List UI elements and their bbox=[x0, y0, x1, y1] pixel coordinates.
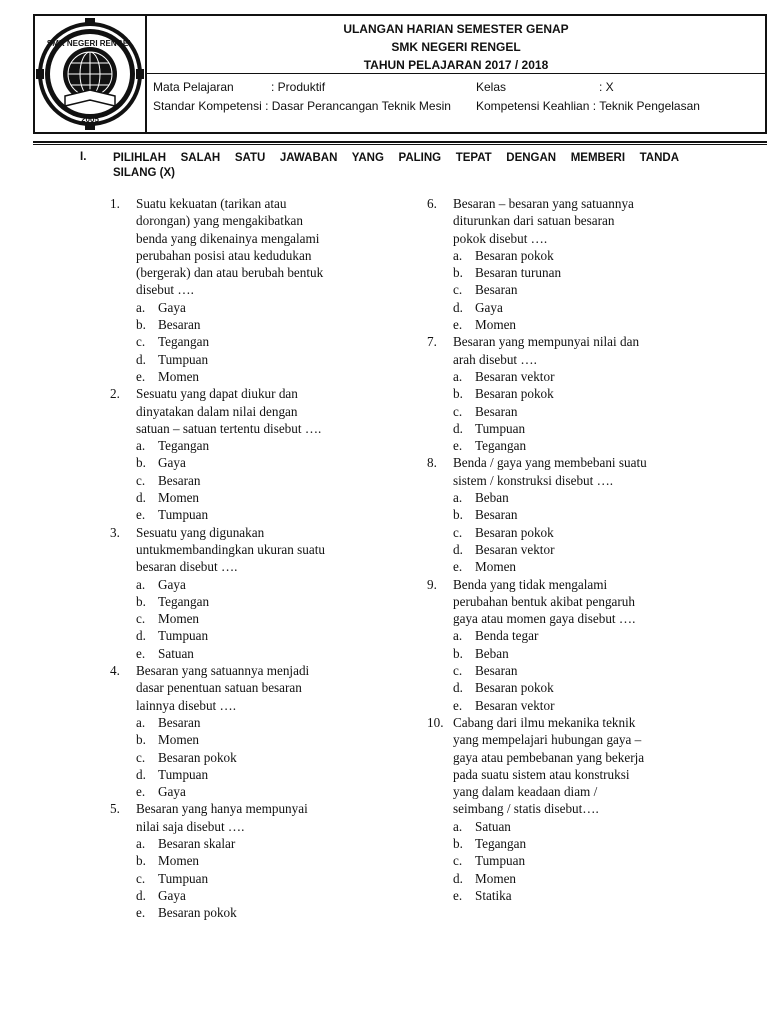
question-text-line: (bergerak) dan atau berubah bentuk bbox=[136, 265, 324, 281]
option-text: Momen bbox=[158, 611, 200, 627]
subject-label: Mata Pelajaran bbox=[153, 80, 234, 94]
answer-option[interactable] bbox=[453, 489, 727, 506]
option-text: Besaran bbox=[475, 403, 518, 419]
option-text: Besaran pokok bbox=[475, 680, 554, 696]
answer-option[interactable] bbox=[453, 385, 727, 402]
question-text bbox=[136, 385, 410, 437]
question-item bbox=[110, 662, 410, 800]
question-text-line: satuan – satuan tertentu disebut …. bbox=[136, 420, 322, 436]
option-letter: e. bbox=[453, 438, 463, 454]
answer-option[interactable] bbox=[136, 576, 410, 593]
option-letter: d. bbox=[136, 351, 146, 367]
question-text-line: Sesuatu yang digunakan bbox=[136, 524, 265, 540]
answer-option[interactable] bbox=[453, 524, 727, 541]
option-letter: c. bbox=[136, 334, 146, 350]
option-text: Momen bbox=[475, 559, 517, 575]
question-number: 3. bbox=[110, 524, 120, 540]
answer-option[interactable] bbox=[136, 454, 410, 471]
option-letter: b. bbox=[453, 507, 463, 523]
question-item bbox=[427, 195, 727, 333]
option-letter: d. bbox=[453, 420, 463, 436]
option-letter: d. bbox=[453, 680, 463, 696]
option-letter: b. bbox=[136, 317, 146, 333]
question-item bbox=[110, 385, 410, 523]
option-text: Besaran turunan bbox=[475, 265, 562, 281]
option-text: Tegangan bbox=[158, 593, 210, 609]
answer-option[interactable] bbox=[136, 904, 410, 921]
question-text-line: Cabang dari ilmu mekanika teknik bbox=[453, 714, 636, 730]
header-divider bbox=[33, 141, 767, 145]
option-letter: a. bbox=[136, 835, 146, 851]
option-letter: d. bbox=[453, 870, 463, 886]
option-text: Besaran bbox=[158, 472, 201, 488]
question-text-line: Besaran yang mempunyai nilai dan bbox=[453, 334, 640, 350]
option-letter: b. bbox=[136, 593, 146, 609]
answer-option[interactable] bbox=[453, 281, 727, 298]
question-text-line: gaya atau pembebanan yang bekerja bbox=[453, 749, 645, 765]
standard-competence: Standar Kompetensi : Dasar Perancangan Teknik Mesin bbox=[153, 99, 451, 113]
option-text: Besaran vektor bbox=[475, 541, 555, 557]
answer-option[interactable] bbox=[453, 662, 727, 679]
option-text: Gaya bbox=[158, 784, 186, 800]
answer-option[interactable] bbox=[136, 316, 410, 333]
option-letter: b. bbox=[453, 265, 463, 281]
option-letter: a. bbox=[453, 490, 463, 506]
answer-option[interactable] bbox=[136, 437, 410, 454]
option-text: Tegangan bbox=[475, 835, 527, 851]
question-text-line: pokok disebut …. bbox=[453, 230, 548, 246]
question-item bbox=[427, 576, 727, 714]
option-text: Tumpuan bbox=[158, 507, 209, 523]
option-letter: d. bbox=[136, 628, 146, 644]
question-item bbox=[427, 333, 727, 454]
question-item bbox=[110, 524, 410, 662]
answer-option[interactable] bbox=[453, 420, 727, 437]
option-text: Tumpuan bbox=[475, 853, 526, 869]
question-text bbox=[136, 800, 410, 835]
option-text: Gaya bbox=[158, 455, 186, 471]
answer-option[interactable] bbox=[453, 818, 727, 835]
answer-option[interactable] bbox=[136, 749, 410, 766]
answer-option[interactable] bbox=[453, 541, 727, 558]
option-text: Satuan bbox=[158, 645, 194, 661]
option-text: Besaran pokok bbox=[475, 524, 554, 540]
answer-option[interactable] bbox=[453, 506, 727, 523]
question-text bbox=[453, 576, 727, 628]
option-text: Besaran bbox=[158, 714, 201, 730]
option-text: Beban bbox=[475, 490, 509, 506]
answer-option[interactable] bbox=[136, 870, 410, 887]
question-text-line: Benda yang tidak mengalami bbox=[453, 576, 608, 592]
option-text: Tumpuan bbox=[158, 870, 209, 886]
option-text: Momen bbox=[158, 853, 200, 869]
option-letter: b. bbox=[136, 732, 146, 748]
option-letter: e. bbox=[136, 645, 146, 661]
option-text: Tumpuan bbox=[475, 420, 526, 436]
option-letter: a. bbox=[136, 299, 146, 315]
option-text: Besaran pokok bbox=[475, 247, 554, 263]
answer-option[interactable] bbox=[136, 593, 410, 610]
question-text-line: diturunkan dari satuan besaran bbox=[453, 213, 615, 229]
answer-option[interactable] bbox=[136, 783, 410, 800]
question-number: 9. bbox=[427, 576, 437, 592]
option-text: Tegangan bbox=[158, 334, 210, 350]
answer-option[interactable] bbox=[453, 403, 727, 420]
option-text: Gaya bbox=[158, 887, 186, 903]
question-text-line: untukmembandingkan ukuran suatu bbox=[136, 541, 325, 557]
option-letter: b. bbox=[453, 645, 463, 661]
option-letter: e. bbox=[453, 317, 463, 333]
question-item bbox=[110, 800, 410, 921]
option-letter: b. bbox=[453, 835, 463, 851]
option-letter: c. bbox=[136, 749, 146, 765]
answer-option[interactable] bbox=[136, 351, 410, 368]
option-letter: a. bbox=[136, 576, 146, 592]
question-text-line: nilai saja disebut …. bbox=[136, 818, 245, 834]
option-text: Beban bbox=[475, 645, 509, 661]
option-text: Tegangan bbox=[475, 438, 527, 454]
answer-option[interactable] bbox=[453, 835, 727, 852]
option-text: Satuan bbox=[475, 818, 511, 834]
answer-option[interactable] bbox=[453, 558, 727, 575]
answer-option[interactable] bbox=[136, 472, 410, 489]
option-letter: e. bbox=[136, 368, 146, 384]
answer-option[interactable] bbox=[453, 247, 727, 264]
option-text: Tumpuan bbox=[158, 351, 209, 367]
question-item bbox=[427, 454, 727, 575]
option-letter: c. bbox=[453, 853, 463, 869]
question-text bbox=[136, 524, 410, 576]
question-number: 6. bbox=[427, 196, 437, 211]
school-name: SMK NEGERI RENGEL bbox=[391, 40, 521, 54]
question-text-line: Besaran yang hanya mempunyai bbox=[136, 801, 308, 817]
answer-option[interactable] bbox=[136, 766, 410, 783]
question-number: 8. bbox=[427, 455, 437, 471]
answer-option[interactable] bbox=[453, 852, 727, 869]
answer-option[interactable] bbox=[136, 731, 410, 748]
option-letter: e. bbox=[136, 784, 146, 800]
option-text: Tumpuan bbox=[158, 766, 209, 782]
answer-option[interactable] bbox=[136, 852, 410, 869]
question-text bbox=[453, 714, 727, 818]
option-text: Gaya bbox=[158, 299, 186, 315]
option-letter: e. bbox=[453, 697, 463, 713]
answer-option[interactable] bbox=[136, 645, 410, 662]
option-letter: e. bbox=[136, 507, 146, 523]
school-logo-emblem-icon bbox=[35, 16, 145, 132]
answer-option[interactable] bbox=[136, 627, 410, 644]
question-text bbox=[453, 333, 727, 368]
option-letter: a. bbox=[136, 714, 146, 730]
info-row-subject bbox=[147, 78, 765, 96]
question-text-line: perubahan posisi atau kedudukan bbox=[136, 247, 312, 263]
option-letter: c. bbox=[453, 403, 463, 419]
question-item bbox=[110, 195, 410, 385]
option-letter: a. bbox=[453, 247, 463, 263]
question-text-line: gaya atau momen gaya disebut …. bbox=[453, 611, 636, 627]
answer-option[interactable] bbox=[453, 870, 727, 887]
option-letter: e. bbox=[136, 905, 146, 921]
question-number: 4. bbox=[110, 663, 120, 679]
question-text-line: Besaran yang satuannya menjadi bbox=[136, 663, 310, 679]
option-letter: a. bbox=[453, 628, 463, 644]
option-text: Momen bbox=[475, 317, 517, 333]
question-text-line: benda yang dikenainya mengalami bbox=[136, 230, 320, 246]
option-text: Besaran bbox=[158, 317, 201, 333]
class-value: : X bbox=[599, 80, 614, 94]
option-text: Besaran bbox=[475, 507, 518, 523]
answer-option[interactable] bbox=[453, 679, 727, 696]
question-text-line: arah disebut …. bbox=[453, 351, 537, 367]
option-letter: e. bbox=[453, 559, 463, 575]
logo-year: 2005 bbox=[81, 115, 99, 124]
instruction-line-2: SILANG (X) bbox=[113, 167, 175, 179]
answer-option[interactable] bbox=[453, 697, 727, 714]
option-letter: c. bbox=[136, 611, 146, 627]
answer-option[interactable] bbox=[453, 437, 727, 454]
option-letter: d. bbox=[453, 299, 463, 315]
option-letter: c. bbox=[453, 282, 463, 298]
question-number: 2. bbox=[110, 386, 120, 402]
section-number: I. bbox=[80, 151, 87, 163]
question-text-line: dinyatakan dalam nilai dengan bbox=[136, 403, 298, 419]
question-item bbox=[427, 714, 727, 904]
option-letter: c. bbox=[136, 870, 146, 886]
exam-header bbox=[33, 14, 767, 134]
answer-option[interactable] bbox=[453, 887, 727, 904]
question-text-line: seimbang / statis disebut…. bbox=[453, 801, 599, 817]
question-text-line: Sesuatu yang dapat diukur dan bbox=[136, 386, 298, 402]
option-letter: d. bbox=[136, 887, 146, 903]
option-text: Tumpuan bbox=[158, 628, 209, 644]
option-text: Besaran pokok bbox=[158, 905, 237, 921]
answer-option[interactable] bbox=[136, 489, 410, 506]
answer-option[interactable] bbox=[136, 835, 410, 852]
option-text: Besaran vektor bbox=[475, 368, 555, 384]
option-letter: a. bbox=[453, 368, 463, 384]
question-text bbox=[453, 454, 727, 489]
class-label: Kelas bbox=[476, 80, 507, 94]
answer-option[interactable] bbox=[136, 368, 410, 385]
question-text-line: dorongan) yang mengakibatkan bbox=[136, 213, 303, 229]
option-letter: a. bbox=[136, 438, 146, 454]
option-text: Gaya bbox=[475, 299, 503, 315]
question-text-line: lainnya disebut …. bbox=[136, 697, 236, 713]
option-letter: c. bbox=[453, 524, 463, 540]
option-text: Besaran bbox=[475, 282, 518, 298]
exam-title-block bbox=[147, 16, 765, 72]
answer-option[interactable] bbox=[453, 264, 727, 281]
question-text-line: pada suatu sistem atau konstruksi bbox=[453, 766, 630, 782]
option-letter: b. bbox=[136, 455, 146, 471]
answer-option[interactable] bbox=[453, 316, 727, 333]
exam-title: ULANGAN HARIAN SEMESTER GENAP bbox=[343, 22, 569, 36]
school-logo bbox=[35, 16, 147, 132]
option-text: Momen bbox=[158, 368, 200, 384]
option-letter: b. bbox=[136, 853, 146, 869]
answer-option[interactable] bbox=[453, 645, 727, 662]
question-number: 1. bbox=[110, 196, 120, 211]
info-row-competence bbox=[147, 97, 765, 115]
answer-option[interactable] bbox=[136, 506, 410, 523]
question-text-line: Suatu kekuatan (tarikan atau bbox=[136, 196, 287, 211]
answer-option[interactable] bbox=[136, 333, 410, 350]
questions-right-column bbox=[427, 195, 727, 904]
question-text-line: yang mempelajari hubungan gaya – bbox=[453, 732, 642, 748]
question-text bbox=[136, 195, 410, 299]
question-number: 7. bbox=[427, 334, 437, 350]
option-letter: b. bbox=[453, 386, 463, 402]
question-text-line: sistem / konstruksi disebut …. bbox=[453, 472, 614, 488]
option-letter: e. bbox=[453, 887, 463, 903]
option-text: Benda tegar bbox=[475, 628, 539, 644]
answer-option[interactable] bbox=[453, 299, 727, 316]
option-text: Gaya bbox=[158, 576, 186, 592]
exam-info-block bbox=[147, 73, 765, 132]
question-number: 10. bbox=[427, 714, 444, 730]
answer-option[interactable] bbox=[136, 299, 410, 316]
option-text: Besaran skalar bbox=[158, 835, 236, 851]
option-text: Besaran pokok bbox=[158, 749, 237, 765]
option-text: Tegangan bbox=[158, 438, 210, 454]
question-text bbox=[453, 195, 727, 247]
subject-value: : Produktif bbox=[271, 80, 326, 94]
answer-option[interactable] bbox=[453, 368, 727, 385]
academic-year: TAHUN PELAJARAN 2017 / 2018 bbox=[363, 58, 549, 72]
option-text: Momen bbox=[158, 732, 200, 748]
question-text-line: disebut …. bbox=[136, 282, 194, 298]
option-text: Besaran bbox=[475, 663, 518, 679]
answer-option[interactable] bbox=[136, 610, 410, 627]
option-letter: d. bbox=[136, 766, 146, 782]
option-text: Besaran vektor bbox=[475, 697, 555, 713]
answer-option[interactable] bbox=[136, 887, 410, 904]
option-text: Momen bbox=[158, 490, 200, 506]
question-number: 5. bbox=[110, 801, 120, 817]
answer-option[interactable] bbox=[136, 714, 410, 731]
option-letter: a. bbox=[453, 818, 463, 834]
option-letter: d. bbox=[136, 490, 146, 506]
question-text-line: perubahan bentuk akibat pengaruh bbox=[453, 593, 635, 609]
logo-school-name: SMK NEGERI RENGEL bbox=[46, 39, 134, 48]
questions-left-column bbox=[110, 195, 410, 921]
question-text-line: besaran disebut …. bbox=[136, 559, 238, 575]
expertise-competence: Kompetensi Keahlian : Teknik Pengelasan bbox=[476, 99, 700, 113]
option-text: Statika bbox=[475, 887, 512, 903]
answer-option[interactable] bbox=[453, 627, 727, 644]
question-text-line: yang dalam keadaan diam / bbox=[453, 784, 598, 800]
question-text-line: Besaran – besaran yang satuannya bbox=[453, 196, 634, 211]
question-text bbox=[136, 662, 410, 714]
question-text-line: dasar penentuan satuan besaran bbox=[136, 680, 302, 696]
option-letter: c. bbox=[453, 663, 463, 679]
option-text: Besaran pokok bbox=[475, 386, 554, 402]
option-letter: c. bbox=[136, 472, 146, 488]
instruction-line-1: PILIHLAH SALAH SATU JAWABAN YANG PALING TEPAT DENGAN MEMBERI TANDA bbox=[113, 152, 679, 164]
option-letter: d. bbox=[453, 541, 463, 557]
question-text-line: Benda / gaya yang membebani suatu bbox=[453, 455, 647, 471]
option-text: Momen bbox=[475, 870, 517, 886]
